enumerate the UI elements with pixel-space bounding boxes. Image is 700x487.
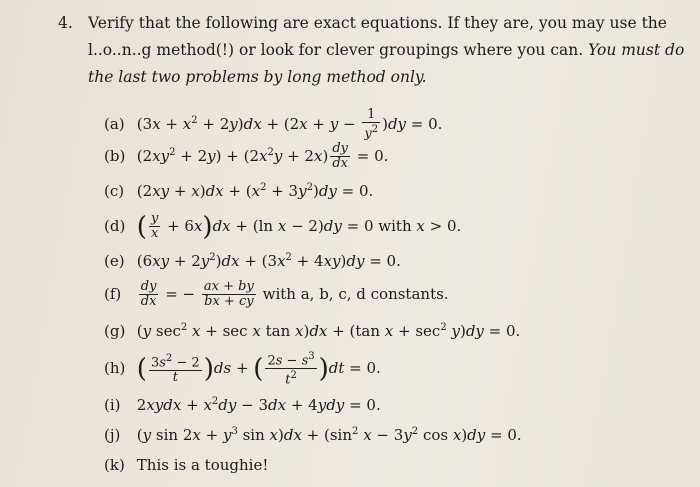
item-label: (j) — [104, 426, 121, 444]
item-label: (b) — [104, 146, 126, 165]
problem-line-1 — [58, 10, 698, 37]
equation-c — [104, 182, 373, 200]
item-label: (e) — [104, 252, 125, 270]
equation-i — [104, 396, 381, 414]
equation-d — [104, 212, 461, 241]
equation-b — [104, 142, 388, 171]
equation-j-math: (y $\sin 2x + y^3$ $\sin x)dx + (\sin^2$ $x - 3y^2$ cos x)dy = 0. — [136, 426, 522, 444]
equation-h — [104, 350, 381, 388]
equation-k-text: This is a toughie! — [136, 456, 269, 474]
item-label: (f) — [104, 284, 122, 303]
item-label: (i) — [104, 396, 121, 414]
problem-text-2: l..o..n..g method(!) or look for clever groupings where you can. — [88, 41, 584, 59]
equation-a-math: $(3x + x^2 + 2y)dx + (2x + y$ − $\frac{1}{y^2}$ )dy = 0. — [136, 107, 443, 142]
equation-g — [104, 322, 520, 340]
equation-j — [104, 426, 522, 444]
equation-g-math: (y $\sec^2 x + \sec x$ tan x)dx + (tan $x + \sec^2 y)dy = 0$. — [136, 322, 521, 340]
equation-e — [104, 252, 401, 270]
item-label: (k) — [104, 456, 125, 474]
problem-number: 4. — [58, 14, 73, 32]
equation-f — [104, 280, 449, 309]
item-label: (d) — [104, 216, 126, 235]
equation-f-suffix: with a, b, c, d constants. — [262, 284, 449, 303]
equation-i-math: 2xydx + $x^2dy - 3dx + 4ydy = 0$. — [136, 396, 381, 414]
problem-text-1: Verify that the following are exact equations. If they are, you may use the — [88, 14, 667, 32]
equation-f-math: $\frac{dy}{dx}$ = − $\frac{ax + by}{bx + cy}$ with a, b, c, d constants. — [140, 279, 449, 309]
equation-a — [104, 108, 442, 141]
equation-h-math: ( $\frac{3s^2 - 2}{t}$ )ds + ( $\frac{2s - s^3}{t^2}$ )dt = 0. — [136, 351, 381, 388]
equation-d-math: ( $\frac{y}{x}$ + 6x)dx + (ln x − 2)dy = 0 with x > 0. — [136, 211, 462, 242]
problem-line-2 — [58, 37, 698, 64]
equation-c-math: $(2xy + x)dx + (x^2 + 3y^2)dy = 0$. — [136, 182, 374, 200]
item-label: (c) — [104, 182, 125, 200]
equation-e-math: $(6xy + 2y^2)dx + (3x^2 + 4xy)dy = 0$. — [136, 252, 401, 270]
problem-line-3: the last two problems by long method only. — [88, 68, 427, 86]
item-label: (g) — [104, 322, 126, 340]
problem-emphasis: You must do — [588, 41, 685, 59]
item-label: (h) — [104, 358, 126, 377]
equation-k — [104, 456, 268, 474]
problem-statement — [58, 10, 698, 91]
item-label: (a) — [104, 114, 125, 133]
equation-b-math: $(2xy^2 + 2y) + (2x^2y + 2x)$ $\frac{dy}{dx}$ = 0. — [136, 141, 389, 171]
